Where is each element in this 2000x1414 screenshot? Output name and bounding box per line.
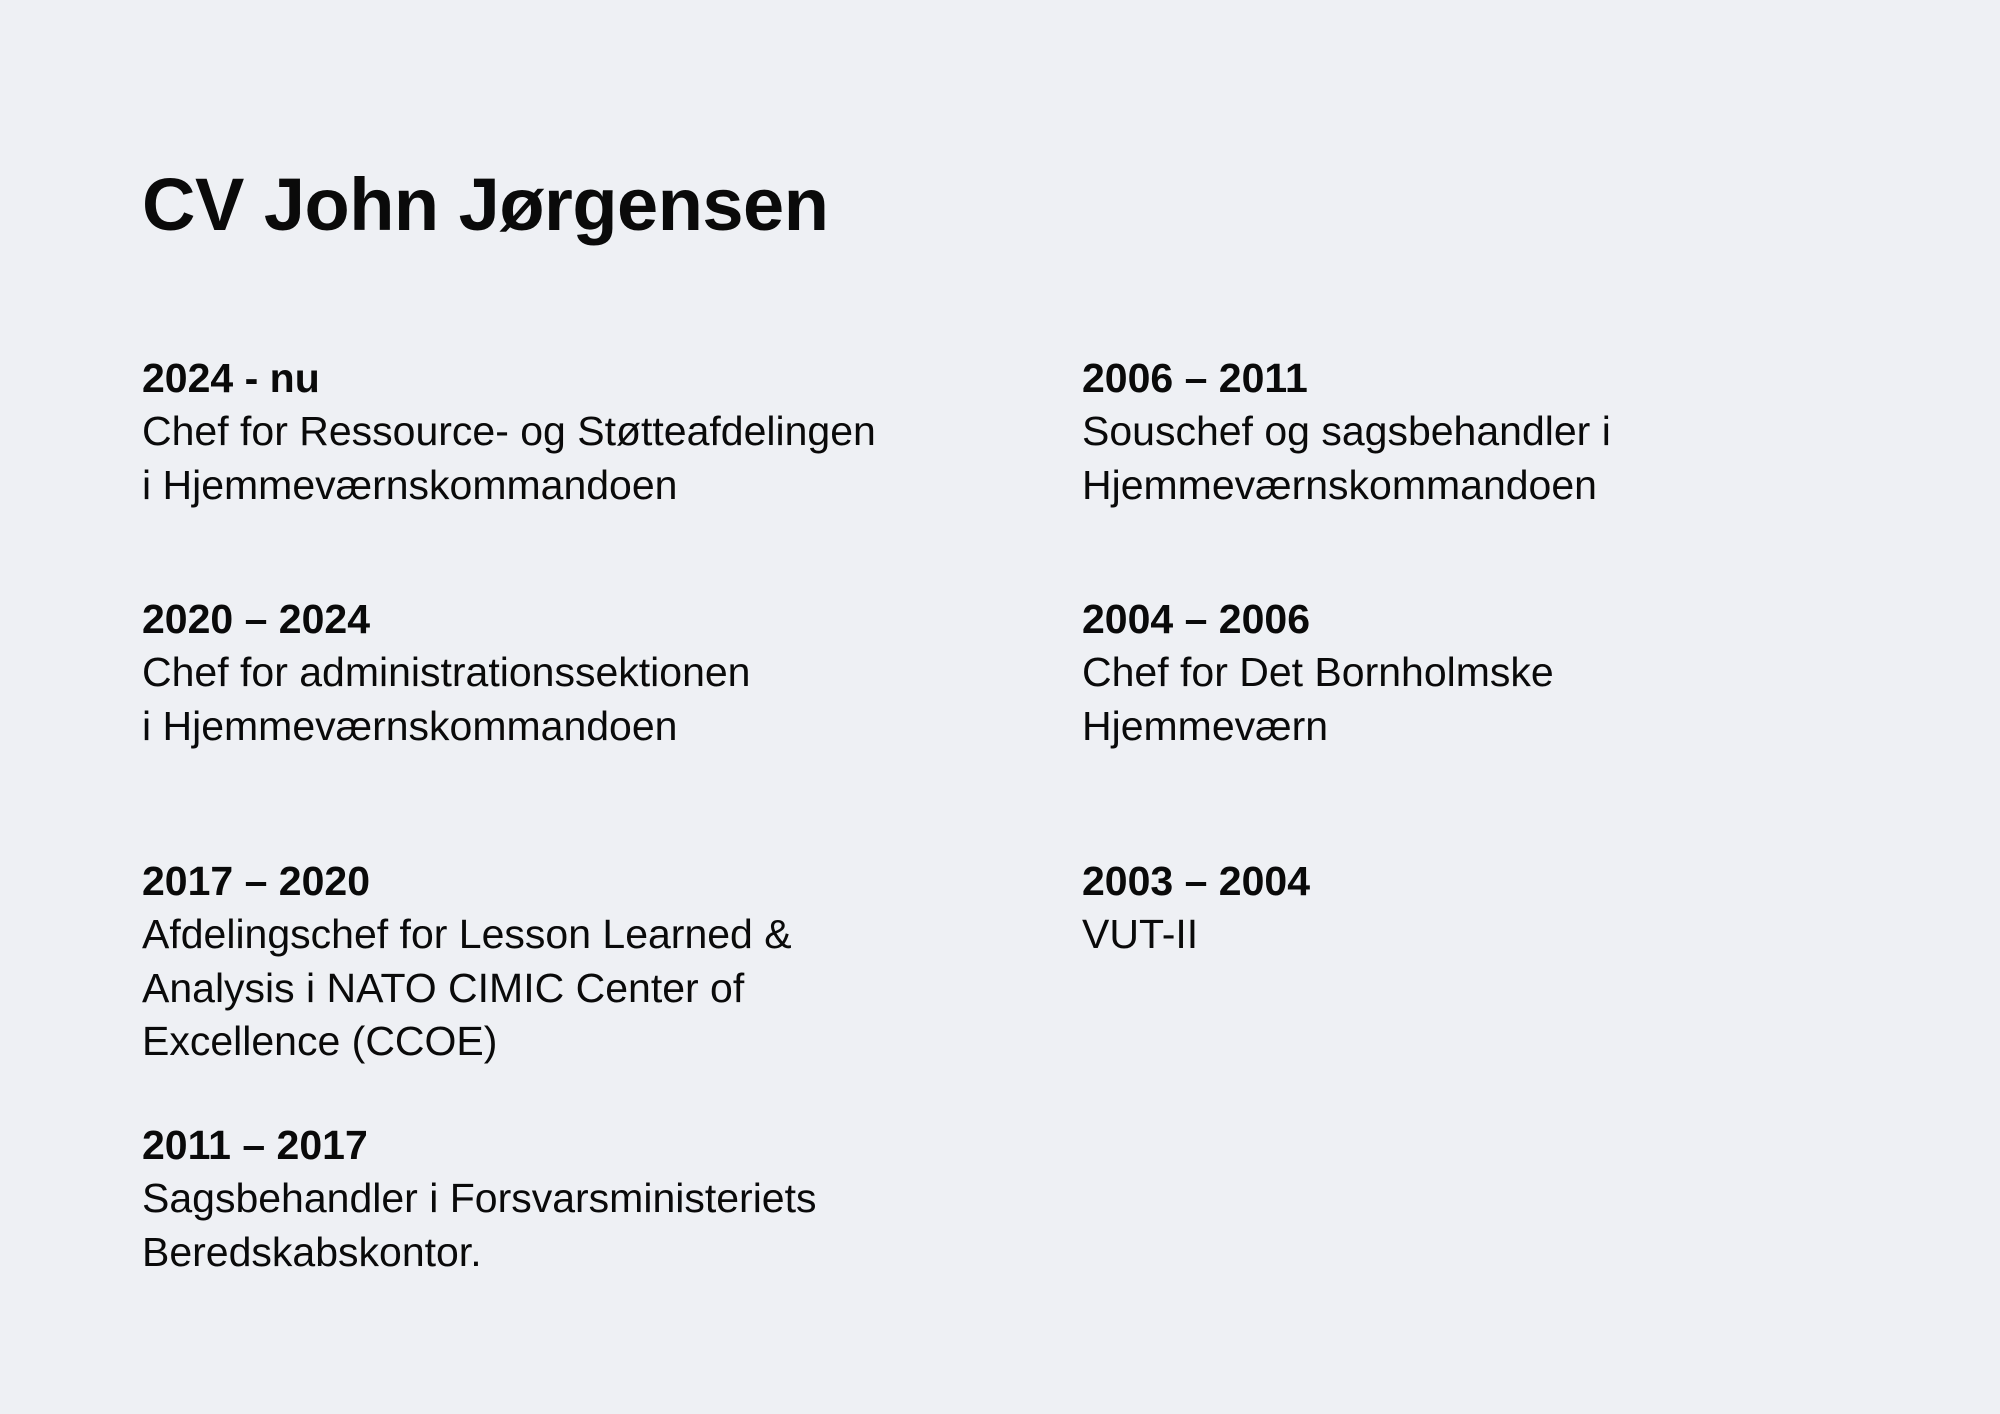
entry-period: 2004 – 2006 — [1082, 596, 1311, 642]
entry-role: Afdelingschef for Lesson Learned & Analysis i NATO CIMIC Center of Excellence (CCOE) — [142, 911, 792, 1064]
entry-role: Sagsbehandler i Forsvarsministeriets Beredskabskontor. — [142, 1175, 817, 1275]
cv-entry — [142, 1118, 942, 1279]
entry-role: Chef for Det Bornholmske Hjemmeværn — [1082, 649, 1554, 749]
entry-role: VUT-II — [1082, 911, 1199, 957]
entry-role: Chef for administrationssektionen i Hjemmeværnskommandoen — [142, 649, 751, 749]
page-title: CV John Jørgensen — [142, 163, 829, 246]
cv-entry — [142, 854, 942, 1069]
cv-entry — [142, 592, 942, 753]
entry-role: Chef for Ressource- og Støtteafdelingen i Hjemmeværnskommandoen — [142, 408, 876, 508]
entry-period: 2011 – 2017 — [142, 1122, 368, 1168]
entry-period: 2024 - nu — [142, 355, 320, 401]
cv-entry — [1082, 854, 1882, 962]
cv-entry — [1082, 592, 1882, 753]
cv-entry — [142, 351, 942, 512]
entry-period: 2017 – 2020 — [142, 858, 371, 904]
cv-entry — [1082, 351, 1882, 512]
entry-role: Souschef og sagsbehandler i Hjemmeværnskommandoen — [1082, 408, 1611, 508]
entry-period: 2003 – 2004 — [1082, 858, 1311, 904]
entry-period: 2006 – 2011 — [1082, 355, 1308, 401]
entry-period: 2020 – 2024 — [142, 596, 371, 642]
